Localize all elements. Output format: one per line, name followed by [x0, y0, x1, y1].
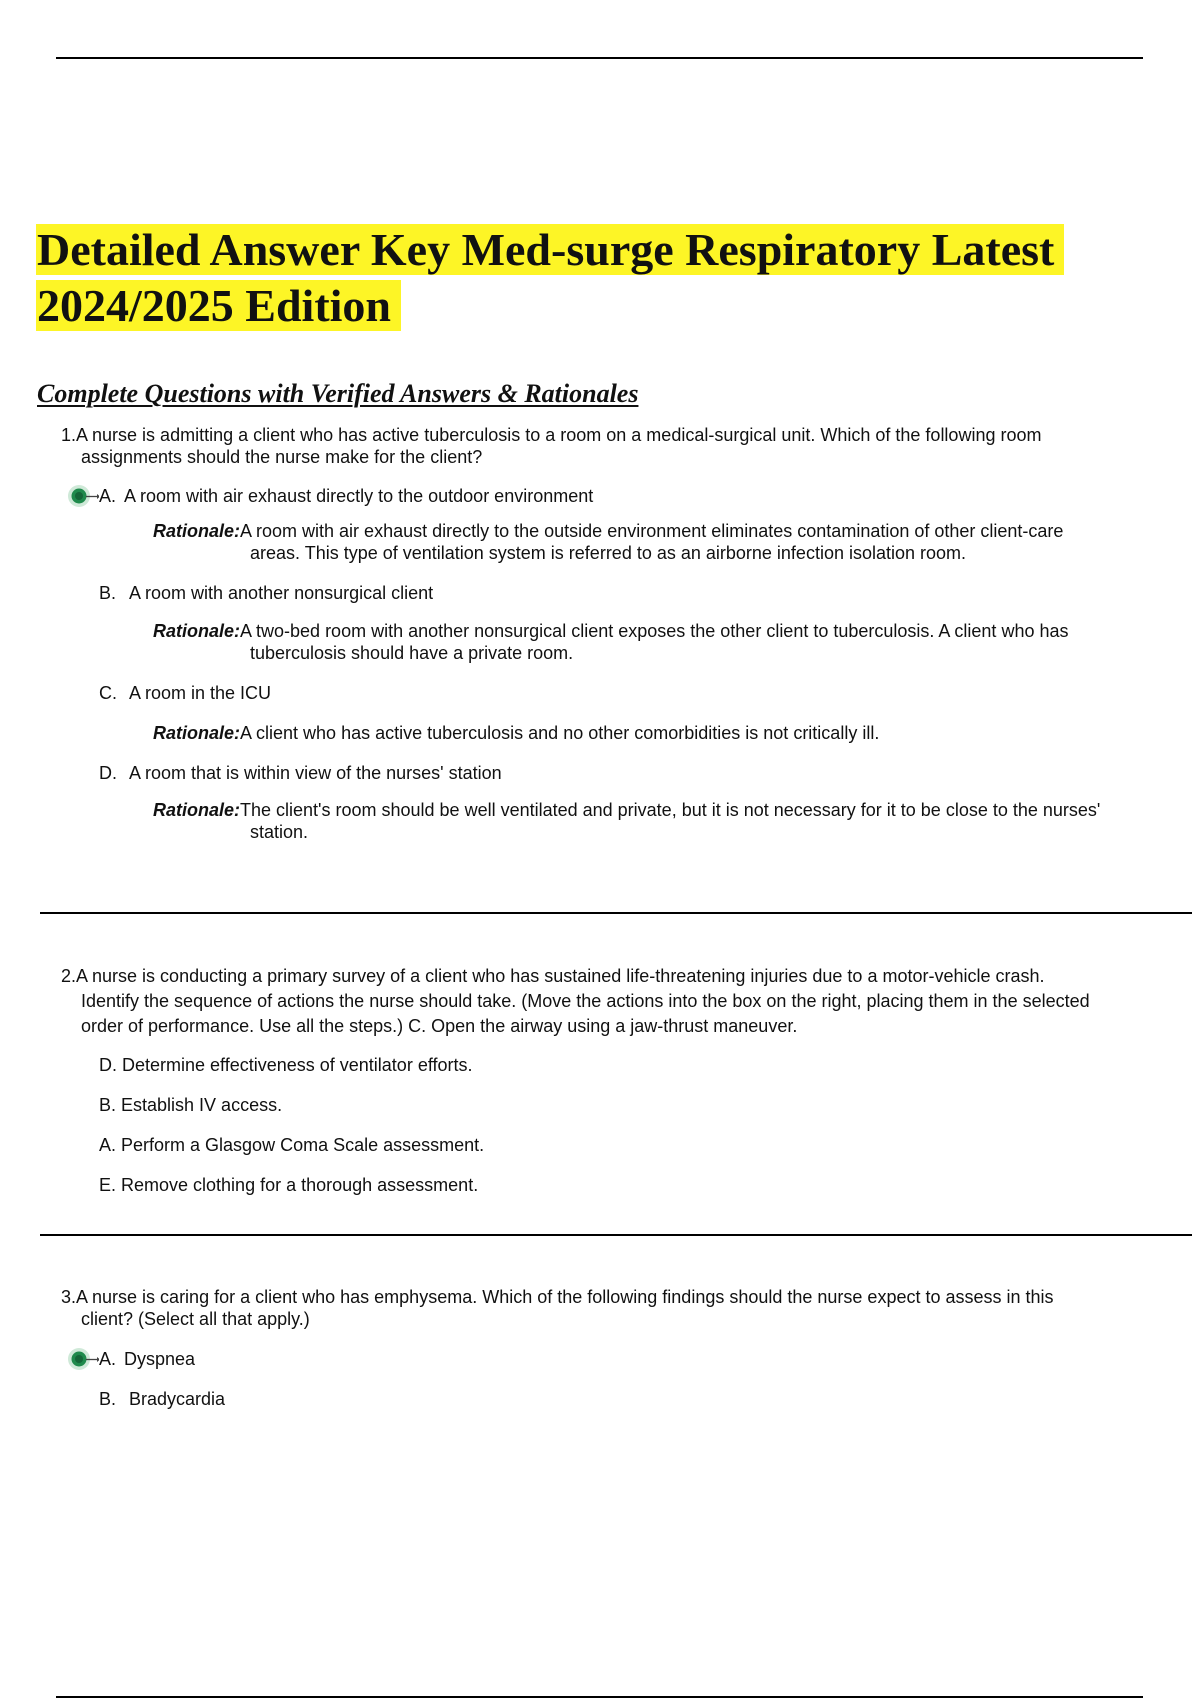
- question-number: 2.: [61, 966, 77, 986]
- top-divider: [56, 57, 1143, 59]
- sequence-step: A. Perform a Glasgow Coma Scale assessment.: [99, 1135, 485, 1155]
- option-text: A room with another nonsurgical client: [129, 583, 434, 603]
- answer-option-a: [99, 1348, 1101, 1370]
- option-text: A room with air exhaust directly to the outdoor environment: [124, 486, 594, 506]
- rationale-label: Rationale:: [153, 800, 241, 820]
- correct-answer-icon: [67, 1347, 99, 1371]
- question-text: [61, 1286, 1101, 1330]
- option-letter: D.: [99, 763, 117, 783]
- rationale-text: A client who has active tuberculosis and no other comorbidities is not critically ill.: [240, 723, 880, 743]
- answer-option-b: [99, 1388, 1101, 1410]
- title-highlight: Detailed Answer Key Med-surge Respiratory Latest 2024/2025 Edition: [36, 224, 1064, 331]
- rationale-label: Rationale:: [153, 521, 241, 541]
- question-number: 3.: [61, 1287, 77, 1307]
- option-letter: A.: [99, 1349, 117, 1369]
- rationale-text: A room with air exhaust directly to the outside environment eliminates contamination of other client-care areas. This type of ventilation system is referred to as an airborne infection isolation room.: [240, 521, 1064, 563]
- rationale-d: [153, 799, 1101, 843]
- answer-option-d: [99, 762, 1101, 784]
- question-body: A nurse is conducting a primary survey of a client who has sustained life-threatening injuries due to a motor-vehicle crash. Identify the sequence of actions the nurse should take. (Move the actions into the box on the right, placing them in the selected order of performance. Use all the steps.) C. Open the airway using a jaw-thrust maneuver.: [76, 966, 1090, 1036]
- question-1: [61, 424, 1101, 843]
- sequence-step: D. Determine effectiveness of ventilator efforts.: [99, 1055, 473, 1075]
- option-text: A room in the ICU: [129, 683, 272, 703]
- sequence-step: B. Establish IV access.: [99, 1095, 283, 1115]
- option-text: Dyspnea: [124, 1349, 196, 1369]
- correct-answer-icon: [67, 484, 99, 508]
- rationale-label: Rationale:: [153, 621, 241, 641]
- answer-option-a: [99, 485, 1101, 507]
- question-3: [61, 1286, 1101, 1410]
- option-text: Bradycardia: [129, 1389, 226, 1409]
- rationale-b: [153, 620, 1101, 664]
- rationale-label: Rationale:: [153, 723, 241, 743]
- bottom-divider: [56, 1696, 1143, 1698]
- option-text: A room that is within view of the nurses' station: [129, 763, 502, 783]
- rationale-text: The client's room should be well ventilated and private, but it is not necessary for it to be close to the nurses' station.: [240, 800, 1101, 842]
- answer-option-b: [99, 582, 1101, 604]
- document-title: [36, 222, 1166, 334]
- option-letter: B.: [99, 1389, 117, 1409]
- option-letter: B.: [99, 583, 117, 603]
- sequence-step: E. Remove clothing for a thorough assessment.: [99, 1175, 479, 1195]
- rationale-text: A two-bed room with another nonsurgical client exposes the other client to tuberculosis. A client who has tuberculosis should have a private room.: [240, 621, 1069, 663]
- question-divider: [40, 1234, 1192, 1236]
- question-text: [61, 964, 1101, 1039]
- question-body: A nurse is admitting a client who has active tuberculosis to a room on a medical-surgical unit. Which of the following room assignments should the nurse make for the client?: [76, 425, 1042, 467]
- option-letter: A.: [99, 486, 117, 506]
- option-letter: C.: [99, 683, 117, 703]
- question-body: A nurse is caring for a client who has emphysema. Which of the following findings should the nurse expect to assess in this client? (Select all that apply.): [76, 1287, 1054, 1329]
- question-number: 1.: [61, 425, 77, 445]
- rationale-a: [153, 520, 1101, 564]
- question-divider: [40, 912, 1192, 914]
- answer-option-c: [99, 682, 1101, 704]
- question-text: [61, 424, 1101, 468]
- document-subtitle: Complete Questions with Verified Answers & Rationales: [37, 379, 639, 408]
- question-2: [61, 964, 1101, 1196]
- rationale-c: [153, 722, 1101, 744]
